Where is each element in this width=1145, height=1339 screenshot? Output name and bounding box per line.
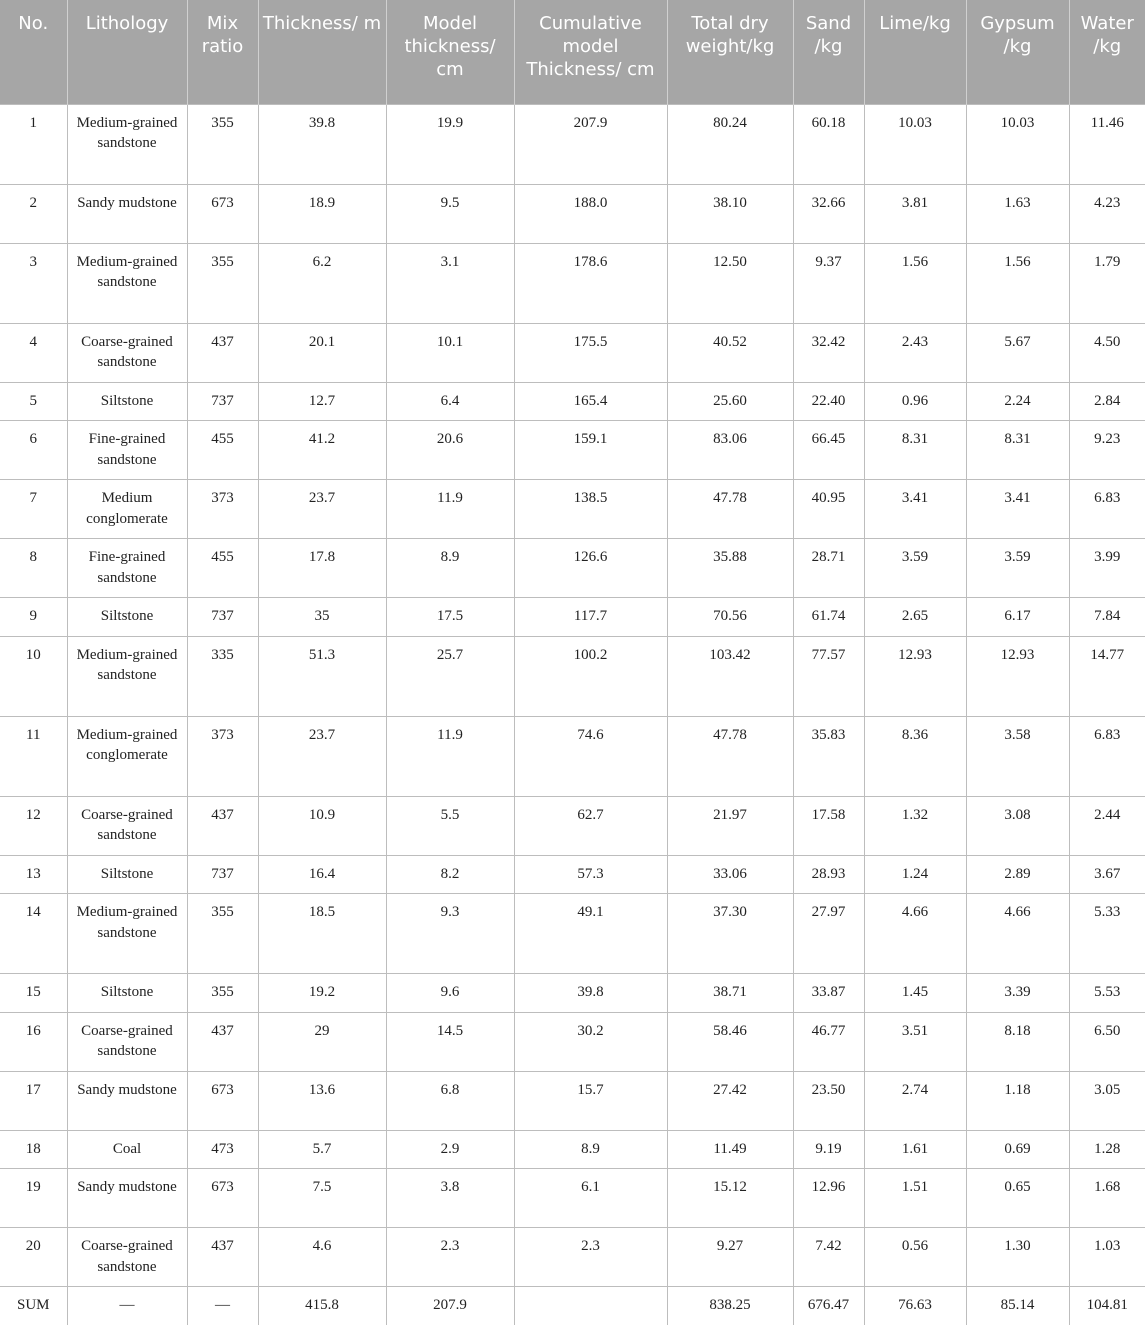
cell-thickness: 39.8 bbox=[258, 104, 386, 184]
cell-sand: 33.87 bbox=[793, 974, 864, 1013]
cell-gypsum: 3.39 bbox=[966, 974, 1069, 1013]
column-header: Thickness/ m bbox=[258, 0, 386, 104]
cell-sand: 28.93 bbox=[793, 855, 864, 894]
cell-water: 2.84 bbox=[1069, 382, 1145, 421]
cell-dry: 11.49 bbox=[667, 1130, 793, 1169]
cell-water: 5.33 bbox=[1069, 894, 1145, 974]
cell-mix: 355 bbox=[187, 243, 258, 323]
sum-cell-cumulative bbox=[514, 1287, 667, 1325]
cell-mix: 355 bbox=[187, 974, 258, 1013]
cell-thickness: 19.2 bbox=[258, 974, 386, 1013]
column-header: Cumulative model Thickness/ cm bbox=[514, 0, 667, 104]
cell-no: 13 bbox=[0, 855, 67, 894]
cell-no: 19 bbox=[0, 1169, 67, 1228]
cell-lime: 0.56 bbox=[864, 1228, 966, 1287]
cell-mix: 437 bbox=[187, 1228, 258, 1287]
cell-dry: 15.12 bbox=[667, 1169, 793, 1228]
column-header: Lime/kg bbox=[864, 0, 966, 104]
cell-thickness: 29 bbox=[258, 1012, 386, 1071]
cell-lithology: Siltstone bbox=[67, 974, 187, 1013]
cell-no: 11 bbox=[0, 716, 67, 796]
table-row bbox=[0, 104, 1145, 184]
cell-sand: 46.77 bbox=[793, 1012, 864, 1071]
cell-model: 3.1 bbox=[386, 243, 514, 323]
cell-dry: 38.71 bbox=[667, 974, 793, 1013]
cell-cumulative: 30.2 bbox=[514, 1012, 667, 1071]
cell-cumulative: 57.3 bbox=[514, 855, 667, 894]
cell-lithology: Siltstone bbox=[67, 598, 187, 637]
cell-dry: 58.46 bbox=[667, 1012, 793, 1071]
cell-cumulative: 117.7 bbox=[514, 598, 667, 637]
cell-lithology: Coal bbox=[67, 1130, 187, 1169]
cell-lime: 1.61 bbox=[864, 1130, 966, 1169]
cell-water: 3.05 bbox=[1069, 1071, 1145, 1130]
cell-lithology: Medium-grained sandstone bbox=[67, 636, 187, 716]
cell-thickness: 5.7 bbox=[258, 1130, 386, 1169]
table-row bbox=[0, 894, 1145, 974]
cell-cumulative: 39.8 bbox=[514, 974, 667, 1013]
sum-cell-model: 207.9 bbox=[386, 1287, 514, 1325]
cell-cumulative: 8.9 bbox=[514, 1130, 667, 1169]
cell-gypsum: 5.67 bbox=[966, 323, 1069, 382]
cell-sand: 9.19 bbox=[793, 1130, 864, 1169]
cell-lime: 3.59 bbox=[864, 539, 966, 598]
cell-cumulative: 49.1 bbox=[514, 894, 667, 974]
cell-gypsum: 6.17 bbox=[966, 598, 1069, 637]
cell-thickness: 4.6 bbox=[258, 1228, 386, 1287]
cell-thickness: 41.2 bbox=[258, 421, 386, 480]
cell-dry: 21.97 bbox=[667, 796, 793, 855]
cell-no: 10 bbox=[0, 636, 67, 716]
cell-water: 2.44 bbox=[1069, 796, 1145, 855]
column-header: Mix ratio bbox=[187, 0, 258, 104]
table-row bbox=[0, 974, 1145, 1013]
cell-sand: 60.18 bbox=[793, 104, 864, 184]
cell-sand: 66.45 bbox=[793, 421, 864, 480]
cell-sand: 28.71 bbox=[793, 539, 864, 598]
cell-no: 5 bbox=[0, 382, 67, 421]
cell-mix: 437 bbox=[187, 1012, 258, 1071]
column-header: Total dry weight/kg bbox=[667, 0, 793, 104]
cell-lime: 3.81 bbox=[864, 184, 966, 243]
cell-cumulative: 175.5 bbox=[514, 323, 667, 382]
column-header: No. bbox=[0, 0, 67, 104]
cell-sand: 17.58 bbox=[793, 796, 864, 855]
cell-lithology: Siltstone bbox=[67, 855, 187, 894]
cell-cumulative: 207.9 bbox=[514, 104, 667, 184]
cell-lithology: Fine-grained sandstone bbox=[67, 421, 187, 480]
cell-dry: 70.56 bbox=[667, 598, 793, 637]
cell-gypsum: 3.41 bbox=[966, 480, 1069, 539]
cell-sand: 32.42 bbox=[793, 323, 864, 382]
cell-dry: 35.88 bbox=[667, 539, 793, 598]
cell-water: 1.79 bbox=[1069, 243, 1145, 323]
column-header: Water /kg bbox=[1069, 0, 1145, 104]
cell-lime: 4.66 bbox=[864, 894, 966, 974]
cell-lime: 1.24 bbox=[864, 855, 966, 894]
table-row bbox=[0, 382, 1145, 421]
cell-sand: 9.37 bbox=[793, 243, 864, 323]
cell-cumulative: 126.6 bbox=[514, 539, 667, 598]
table-row bbox=[0, 716, 1145, 796]
cell-lithology: Coarse-grained sandstone bbox=[67, 323, 187, 382]
cell-water: 6.83 bbox=[1069, 480, 1145, 539]
cell-cumulative: 62.7 bbox=[514, 796, 667, 855]
table-row bbox=[0, 796, 1145, 855]
cell-lime: 1.56 bbox=[864, 243, 966, 323]
cell-gypsum: 1.18 bbox=[966, 1071, 1069, 1130]
cell-no: 4 bbox=[0, 323, 67, 382]
cell-thickness: 23.7 bbox=[258, 716, 386, 796]
table-body bbox=[0, 104, 1145, 1325]
cell-lime: 2.65 bbox=[864, 598, 966, 637]
cell-model: 20.6 bbox=[386, 421, 514, 480]
cell-model: 6.4 bbox=[386, 382, 514, 421]
cell-sand: 7.42 bbox=[793, 1228, 864, 1287]
table-row bbox=[0, 184, 1145, 243]
cell-no: 9 bbox=[0, 598, 67, 637]
cell-no: 7 bbox=[0, 480, 67, 539]
cell-thickness: 12.7 bbox=[258, 382, 386, 421]
cell-sand: 35.83 bbox=[793, 716, 864, 796]
cell-thickness: 35 bbox=[258, 598, 386, 637]
cell-model: 17.5 bbox=[386, 598, 514, 637]
sum-cell-water: 104.81 bbox=[1069, 1287, 1145, 1325]
cell-cumulative: 2.3 bbox=[514, 1228, 667, 1287]
cell-no: 8 bbox=[0, 539, 67, 598]
cell-thickness: 7.5 bbox=[258, 1169, 386, 1228]
cell-lime: 8.36 bbox=[864, 716, 966, 796]
cell-mix: 737 bbox=[187, 855, 258, 894]
cell-mix: 355 bbox=[187, 104, 258, 184]
cell-lime: 3.41 bbox=[864, 480, 966, 539]
cell-mix: 455 bbox=[187, 421, 258, 480]
cell-lime: 8.31 bbox=[864, 421, 966, 480]
sum-cell-sand: 676.47 bbox=[793, 1287, 864, 1325]
cell-mix: 737 bbox=[187, 598, 258, 637]
cell-gypsum: 1.56 bbox=[966, 243, 1069, 323]
cell-dry: 27.42 bbox=[667, 1071, 793, 1130]
sum-cell-lithology: — bbox=[67, 1287, 187, 1325]
table-row bbox=[0, 480, 1145, 539]
cell-no: 12 bbox=[0, 796, 67, 855]
cell-gypsum: 12.93 bbox=[966, 636, 1069, 716]
sum-cell-gypsum: 85.14 bbox=[966, 1287, 1069, 1325]
cell-no: 20 bbox=[0, 1228, 67, 1287]
cell-water: 1.28 bbox=[1069, 1130, 1145, 1169]
cell-lithology: Medium-grained sandstone bbox=[67, 104, 187, 184]
table-row bbox=[0, 1130, 1145, 1169]
cell-lithology: Medium-grained sandstone bbox=[67, 894, 187, 974]
cell-water: 5.53 bbox=[1069, 974, 1145, 1013]
column-header: Lithology bbox=[67, 0, 187, 104]
cell-lithology: Coarse-grained sandstone bbox=[67, 1012, 187, 1071]
cell-cumulative: 100.2 bbox=[514, 636, 667, 716]
cell-lithology: Coarse-grained sandstone bbox=[67, 796, 187, 855]
sum-cell-dry: 838.25 bbox=[667, 1287, 793, 1325]
cell-mix: 373 bbox=[187, 480, 258, 539]
cell-lime: 10.03 bbox=[864, 104, 966, 184]
cell-gypsum: 10.03 bbox=[966, 104, 1069, 184]
cell-water: 6.83 bbox=[1069, 716, 1145, 796]
cell-model: 9.3 bbox=[386, 894, 514, 974]
cell-mix: 437 bbox=[187, 796, 258, 855]
cell-lithology: Sandy mudstone bbox=[67, 1169, 187, 1228]
cell-thickness: 18.5 bbox=[258, 894, 386, 974]
cell-sand: 32.66 bbox=[793, 184, 864, 243]
cell-gypsum: 3.59 bbox=[966, 539, 1069, 598]
cell-dry: 80.24 bbox=[667, 104, 793, 184]
cell-thickness: 16.4 bbox=[258, 855, 386, 894]
cell-cumulative: 178.6 bbox=[514, 243, 667, 323]
cell-mix: 373 bbox=[187, 716, 258, 796]
cell-lime: 0.96 bbox=[864, 382, 966, 421]
table-row bbox=[0, 1012, 1145, 1071]
cell-water: 6.50 bbox=[1069, 1012, 1145, 1071]
sum-row bbox=[0, 1287, 1145, 1325]
cell-model: 9.6 bbox=[386, 974, 514, 1013]
sum-cell-lime: 76.63 bbox=[864, 1287, 966, 1325]
cell-lime: 2.74 bbox=[864, 1071, 966, 1130]
cell-gypsum: 3.08 bbox=[966, 796, 1069, 855]
cell-dry: 37.30 bbox=[667, 894, 793, 974]
cell-no: 15 bbox=[0, 974, 67, 1013]
cell-mix: 673 bbox=[187, 1169, 258, 1228]
cell-lithology: Sandy mudstone bbox=[67, 1071, 187, 1130]
cell-thickness: 6.2 bbox=[258, 243, 386, 323]
cell-water: 7.84 bbox=[1069, 598, 1145, 637]
cell-dry: 47.78 bbox=[667, 716, 793, 796]
table-row bbox=[0, 1169, 1145, 1228]
cell-sand: 27.97 bbox=[793, 894, 864, 974]
cell-gypsum: 2.89 bbox=[966, 855, 1069, 894]
cell-no: 18 bbox=[0, 1130, 67, 1169]
cell-gypsum: 8.18 bbox=[966, 1012, 1069, 1071]
cell-mix: 437 bbox=[187, 323, 258, 382]
cell-cumulative: 159.1 bbox=[514, 421, 667, 480]
cell-no: 1 bbox=[0, 104, 67, 184]
cell-cumulative: 6.1 bbox=[514, 1169, 667, 1228]
cell-water: 1.03 bbox=[1069, 1228, 1145, 1287]
cell-thickness: 18.9 bbox=[258, 184, 386, 243]
table-row bbox=[0, 598, 1145, 637]
cell-model: 9.5 bbox=[386, 184, 514, 243]
cell-cumulative: 138.5 bbox=[514, 480, 667, 539]
cell-dry: 83.06 bbox=[667, 421, 793, 480]
cell-dry: 12.50 bbox=[667, 243, 793, 323]
cell-lithology: Coarse-grained sandstone bbox=[67, 1228, 187, 1287]
cell-lithology: Sandy mudstone bbox=[67, 184, 187, 243]
cell-water: 1.68 bbox=[1069, 1169, 1145, 1228]
cell-mix: 455 bbox=[187, 539, 258, 598]
sum-cell-mix: — bbox=[187, 1287, 258, 1325]
cell-model: 11.9 bbox=[386, 480, 514, 539]
table-row bbox=[0, 539, 1145, 598]
cell-water: 14.77 bbox=[1069, 636, 1145, 716]
cell-sand: 22.40 bbox=[793, 382, 864, 421]
cell-mix: 355 bbox=[187, 894, 258, 974]
cell-lime: 1.51 bbox=[864, 1169, 966, 1228]
cell-lime: 1.32 bbox=[864, 796, 966, 855]
cell-model: 11.9 bbox=[386, 716, 514, 796]
cell-water: 4.50 bbox=[1069, 323, 1145, 382]
cell-model: 6.8 bbox=[386, 1071, 514, 1130]
cell-cumulative: 165.4 bbox=[514, 382, 667, 421]
cell-dry: 40.52 bbox=[667, 323, 793, 382]
cell-water: 4.23 bbox=[1069, 184, 1145, 243]
cell-dry: 47.78 bbox=[667, 480, 793, 539]
sum-cell-no: SUM bbox=[0, 1287, 67, 1325]
table-row bbox=[0, 323, 1145, 382]
cell-lithology: Medium-grained conglomerate bbox=[67, 716, 187, 796]
cell-sand: 12.96 bbox=[793, 1169, 864, 1228]
sum-cell-thickness: 415.8 bbox=[258, 1287, 386, 1325]
cell-model: 8.9 bbox=[386, 539, 514, 598]
cell-model: 8.2 bbox=[386, 855, 514, 894]
cell-model: 3.8 bbox=[386, 1169, 514, 1228]
cell-lithology: Siltstone bbox=[67, 382, 187, 421]
cell-gypsum: 4.66 bbox=[966, 894, 1069, 974]
cell-sand: 40.95 bbox=[793, 480, 864, 539]
cell-dry: 25.60 bbox=[667, 382, 793, 421]
cell-cumulative: 188.0 bbox=[514, 184, 667, 243]
cell-sand: 61.74 bbox=[793, 598, 864, 637]
cell-dry: 9.27 bbox=[667, 1228, 793, 1287]
cell-gypsum: 8.31 bbox=[966, 421, 1069, 480]
cell-model: 25.7 bbox=[386, 636, 514, 716]
cell-lime: 12.93 bbox=[864, 636, 966, 716]
cell-model: 19.9 bbox=[386, 104, 514, 184]
cell-thickness: 17.8 bbox=[258, 539, 386, 598]
cell-mix: 473 bbox=[187, 1130, 258, 1169]
cell-model: 2.3 bbox=[386, 1228, 514, 1287]
cell-model: 5.5 bbox=[386, 796, 514, 855]
cell-thickness: 10.9 bbox=[258, 796, 386, 855]
cell-thickness: 13.6 bbox=[258, 1071, 386, 1130]
cell-lime: 1.45 bbox=[864, 974, 966, 1013]
table-row bbox=[0, 855, 1145, 894]
table-row bbox=[0, 421, 1145, 480]
table-row bbox=[0, 1071, 1145, 1130]
column-header: Model thickness/ cm bbox=[386, 0, 514, 104]
cell-gypsum: 0.65 bbox=[966, 1169, 1069, 1228]
cell-dry: 103.42 bbox=[667, 636, 793, 716]
cell-dry: 38.10 bbox=[667, 184, 793, 243]
cell-cumulative: 15.7 bbox=[514, 1071, 667, 1130]
cell-dry: 33.06 bbox=[667, 855, 793, 894]
cell-water: 11.46 bbox=[1069, 104, 1145, 184]
cell-thickness: 51.3 bbox=[258, 636, 386, 716]
cell-no: 14 bbox=[0, 894, 67, 974]
table-row bbox=[0, 243, 1145, 323]
cell-water: 9.23 bbox=[1069, 421, 1145, 480]
cell-cumulative: 74.6 bbox=[514, 716, 667, 796]
cell-lithology: Fine-grained sandstone bbox=[67, 539, 187, 598]
cell-sand: 77.57 bbox=[793, 636, 864, 716]
cell-model: 14.5 bbox=[386, 1012, 514, 1071]
cell-gypsum: 0.69 bbox=[966, 1130, 1069, 1169]
cell-no: 16 bbox=[0, 1012, 67, 1071]
cell-thickness: 20.1 bbox=[258, 323, 386, 382]
cell-sand: 23.50 bbox=[793, 1071, 864, 1130]
cell-mix: 335 bbox=[187, 636, 258, 716]
table-header-row bbox=[0, 0, 1145, 104]
cell-lime: 3.51 bbox=[864, 1012, 966, 1071]
cell-model: 2.9 bbox=[386, 1130, 514, 1169]
cell-no: 3 bbox=[0, 243, 67, 323]
cell-water: 3.99 bbox=[1069, 539, 1145, 598]
cell-gypsum: 1.30 bbox=[966, 1228, 1069, 1287]
cell-water: 3.67 bbox=[1069, 855, 1145, 894]
cell-mix: 673 bbox=[187, 1071, 258, 1130]
cell-model: 10.1 bbox=[386, 323, 514, 382]
column-header: Sand /kg bbox=[793, 0, 864, 104]
table-row bbox=[0, 1228, 1145, 1287]
cell-gypsum: 1.63 bbox=[966, 184, 1069, 243]
cell-mix: 737 bbox=[187, 382, 258, 421]
cell-thickness: 23.7 bbox=[258, 480, 386, 539]
cell-lime: 2.43 bbox=[864, 323, 966, 382]
table-row bbox=[0, 636, 1145, 716]
cell-lithology: Medium-grained sandstone bbox=[67, 243, 187, 323]
cell-gypsum: 2.24 bbox=[966, 382, 1069, 421]
cell-no: 17 bbox=[0, 1071, 67, 1130]
cell-no: 2 bbox=[0, 184, 67, 243]
cell-lithology: Medium conglomerate bbox=[67, 480, 187, 539]
cell-mix: 673 bbox=[187, 184, 258, 243]
column-header: Gypsum /kg bbox=[966, 0, 1069, 104]
cell-gypsum: 3.58 bbox=[966, 716, 1069, 796]
cell-no: 6 bbox=[0, 421, 67, 480]
